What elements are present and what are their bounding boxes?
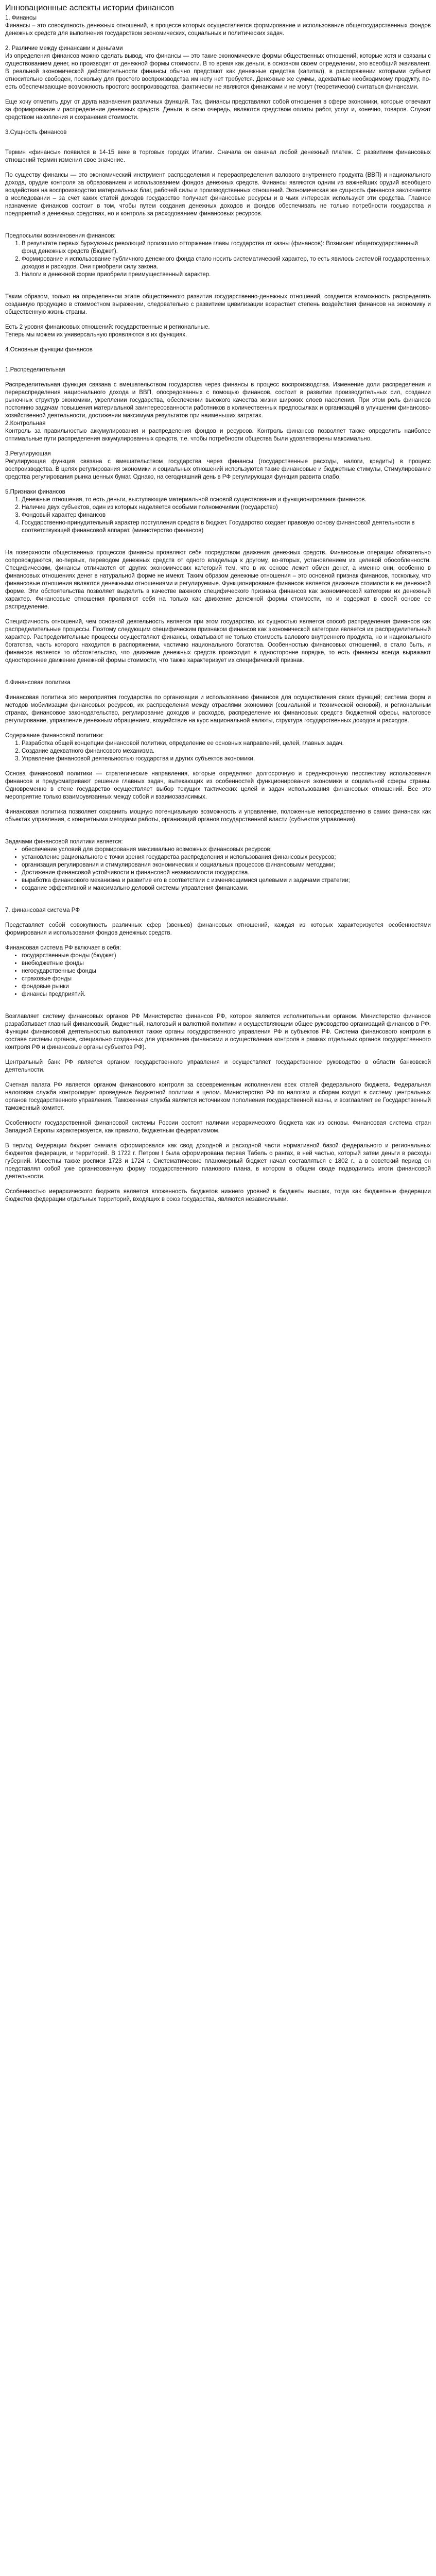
paragraph: Специфичность отношений, чем основной деятельность является при этом государство, их сущностью является способ распределения финансов как распределительные процессы. Поэтому следующим специфическим признаком финансов как экономической категории является их распределительный характер. Распределительные процессы осуществляют финансы, охватывают не только стоимость валового внутреннего продукта, но и национального богатства, часть которого находится в распоряжении, частично национального богатства. Особенностью финансовых отношений, в стало быть, и финансов является то обстоятельство, что движение денежных средств происходит в односторонне порядке, то есть финансы всегда выражают одностороннее движение денежной формы стоимости, что также характеризует их специфический признак. bbox=[5, 619, 431, 664]
list-item: 1. Денежные отношения, то есть деньги, выступающие материальной основой существования и функционирования финансов. bbox=[22, 496, 431, 504]
section-finance-vs-money bbox=[5, 45, 431, 122]
list-item: • установление рационального с точки зрения государства распределения и использования финансовых ресурсов; bbox=[22, 854, 431, 861]
paragraph: В период Федерации бюджет сначала сформировался как свод доходной и расходной части нормативной базой федерального и региональных бюджетов федерации, и территорий. В 1722 г. Петром I была сформирована первая Табель о рангах, в ней частью, который затем деньги в расходы губерний. Известны также росписи 1723 и 1724 г. Систематические планомерный бюджет начал составляться с 1802 г., а в советский период он представлял собой уже организованную форму государственного планового плана, в котором в общем своде подводились итоги финансовой деятельности. bbox=[5, 1143, 431, 1180]
paragraph: Финансовая политика это мероприятия государства по организации и использованию финансов для осуществления своих функций; система форм и методов мобилизации финансовых ресурсов, их распределения между отраслями экономики (социальной и технической основой), и региональным странах, финансовое законодательство, регулирование доходов и расходов, распределение их финансовых средств бюджетной сферы, налоговое регулирование, управление денежным обращением, воздействие на курс национальной валюты, структура государственных доходов и расходов. bbox=[5, 694, 431, 724]
policy-tasks-list bbox=[5, 846, 431, 892]
paragraph: На поверхности общественных процессов финансы проявляют себя посредством движения денежных средств. Финансовые операции обязательно сопровождаются, во-первых, переводом денежных средств от одного владельца к другому, во-вторых, установлением их целевой обособленности. Специфическим, финансы отличаются от других экономических категорий тем, что в их основе лежит обмен денег, а именно они, особенно в финансовых отношениях денег в натуральной форме не имеют. Таким образом денежные отношения – это основной признак финансов, поскольку, что финансовые отношения являются денежными отношениями и регулируемые. Функционирование финансов является движение стоимости в ее денежной форме. Эти обстоятельства позволяет выделить в качестве важного специфического признака финансов как экономической категории их денежный характер. Финансовые отношения проявляют себя на только как движение денежной формы стоимости, но и содержат в своей основе ее распределение. bbox=[5, 550, 431, 610]
section-functions bbox=[5, 346, 431, 665]
list-item: 2. Наличие двух субъектов, один из которых наделяется особыми полномочиями (государство) bbox=[22, 504, 431, 512]
list-item: 4. Государственно-принудительный характер поступления средств в бюджет. Государство создает правовую основу финансовой деятельности в соответствующей финансовой аппарат. (министерство финансов) bbox=[22, 519, 431, 535]
list-item: • Достижение финансовой устойчивости и финансовой независимости государства. bbox=[22, 869, 431, 877]
list-item: • выработка финансового механизма и развитие его в соответствии с изменяющимися целевыми и задачами стратегии; bbox=[22, 877, 431, 885]
subsection-heading: 3.Регулирующая bbox=[5, 451, 51, 457]
section-heading: 1. Финансы bbox=[5, 15, 37, 21]
paragraph: Есть 2 уровня финансовых отношений: государственные и региональные. bbox=[5, 324, 210, 330]
section-financial-policy bbox=[5, 679, 431, 892]
signs-list bbox=[5, 496, 431, 535]
subsection-heading: 5.Признаки финансов bbox=[5, 489, 65, 495]
section-heading: 7. финансовая система РФ bbox=[5, 907, 80, 913]
section-finance bbox=[5, 14, 431, 38]
system-components-list bbox=[5, 952, 431, 998]
list-item: • фондовые рынки bbox=[22, 983, 431, 991]
paragraph: Финансовая система РФ включает в себя: bbox=[5, 945, 121, 951]
paragraph: Содержание финансовой политики: bbox=[5, 733, 104, 739]
section-heading: 4.Основные функции финансов bbox=[5, 347, 93, 353]
subsection-heading: 2.Контрольная bbox=[5, 420, 46, 427]
list-item: 1. Разработка общей концепции финансовой политики, определение ее основных направлений, целей, главных задач. bbox=[22, 740, 431, 748]
paragraph: Финансовая политика позволяет сохранить мощную потенциальную возможность и управление, положенные непосредственно в самих финансах как объектах управления, с конкретными методами работы, организаций органов государственной власти (субъектов управления). bbox=[5, 809, 431, 823]
document-page bbox=[0, 0, 436, 1221]
list-item: 1. В результате первых буржуазных революций произошло отторжение главы государства от казны (финансов): Возникает общегосударственный фонд денежных средств (Бюджет). bbox=[22, 240, 431, 256]
paragraph: Особенностью иерархического бюджета является вложенность бюджетов нижнего уровней в бюджеты высших, тогда как бюджетные федерации бюджетов федерации отдельных территорий, входящих в союз государства, являются независимыми. bbox=[5, 1189, 431, 1202]
list-item: • внебюджетные фонды bbox=[22, 960, 431, 968]
list-item: 3. Налоги в денежной форме приобрели преимущественный характер. bbox=[22, 271, 431, 279]
subsection-regulation bbox=[5, 450, 431, 481]
section-heading: 3.Сущность финансов bbox=[5, 129, 67, 135]
paragraph: Особенности государственной финансовой системы России состоят наличии иерархического бюджета как из основы. Финансовая система стран Западной Европы характеризуется, как правило, бюджетным федерализмом. bbox=[5, 1120, 431, 1134]
subsection-control bbox=[5, 420, 431, 443]
list-item: • финансы предприятий. bbox=[22, 991, 431, 998]
paragraph: Таким образом, только на определенном этапе общественного развития государственно-денежных отношений, создается возможность распределять созданную продукцию в стоимостном выражении, следовательно с развитием цивилизации возрастает степень воздействия финансов на экономику и общественную жизнь страны. bbox=[5, 294, 431, 315]
section-heading: Предпосылки возникновения финансов: bbox=[5, 233, 116, 239]
paragraph: Представляет собой совокупность различных сфер (звеньев) финансовых отношений, каждая из которых характеризуется особенностями формирования и использования фондов денежных средств. bbox=[5, 922, 431, 936]
section-financial-system bbox=[5, 907, 431, 1204]
list-item: • обеспечение условий для формирования максимально возможных финансовых ресурсов; bbox=[22, 846, 431, 854]
list-item: • создание эффективной и максимально деловой системы управления финансами. bbox=[22, 885, 431, 892]
list-item: • государственные фонды (бюджет) bbox=[22, 952, 431, 960]
paragraph: Возглавляет систему финансовых органов РФ Министерство финансов РФ, которое является исполнительным органом. Министерство финансов разрабатывает главный финансовый, бюджетный, налоговый и валютной политики и осуществляющим общее руководство организаций финансов в РФ. Функции финансовой деятельностью выполняют также органы государственного управления РФ и субъектов РФ. Система финансового контроля в составе системы органов, специально созданных для управления финансами и осуществления контроля в рамках отдельных органов государственного контроля РФ и финансовые органы субъектов РФ). bbox=[5, 1013, 431, 1050]
list-item: 2. Формирование и использование публичного денежного фонда стало носить систематический характер, то есть явилось системой государственных доходов и расходов. Они приобрели силу закона. bbox=[22, 256, 431, 271]
list-item: 2. Создание адекватного финансового механизма. bbox=[22, 748, 431, 755]
paragraph: Контроль за правильностью аккумулирования и распределения фондов и ресурсов. Контроль финансов позволяет также определить наиболее оптимальные пути распределения аккумулированных средств, т.е. чтобы потребности общества были удовлетворены максимально. bbox=[5, 428, 431, 442]
paragraph: Термин «финансы» появился в 14-15 веке в торговых городах Италии. Сначала он означал любой денежный платеж. С развитием финансовых отношений термин изменил свое значение. bbox=[5, 149, 431, 163]
list-item: 3. Фондовый характер финансов bbox=[22, 512, 431, 519]
paragraph: Еще хочу отметить друг от друга назначения различных функций. Так, финансы представляют собой отношения в сфере экономики, которые отвечают за формирование и распределение денежных средств. Деньги, в свою очередь, являются средством оплаты работ, услуг и, конечно, товаров. Служат средством накопления и сохранения стоимости. bbox=[5, 99, 431, 121]
paragraph: Регулирующая функция связана с вмешательством государства через финансы (государственные расходы, налоги, кредиты) в процесс воспроизводства. В целях регулирования экономики и социальных отношений используются такие финансовые и бюджетные стимулы, Стимулирование средства регулирования рынка ценных бумаг. Однако, на сегодняшний день в РФ регулирующая функция развита слабо. bbox=[5, 459, 431, 480]
subsection-heading: 1.Распределительная bbox=[5, 367, 65, 373]
list-item: • негосударственные фонды bbox=[22, 968, 431, 975]
paragraph: Центральный банк РФ является органом государственного управления и осуществляет государственное руководство в области банковской деятельности. bbox=[5, 1059, 431, 1073]
policy-content-list bbox=[5, 740, 431, 763]
prerequisites-list bbox=[5, 240, 431, 279]
list-item: • страховые фонды bbox=[22, 975, 431, 983]
section-essence bbox=[5, 129, 431, 218]
paragraph: Финансы – это совокупность денежных отношений, в процессе которых осуществляется формирование и использование общегосударственных фондов денежных средств для выполнения государством экономических, социальных и политических задач. bbox=[5, 23, 431, 37]
paragraph: Основа финансовой политики — стратегические направления, которые определяют долгосрочную и среднесрочную перспективу использования финансов и предусматривают решение главных задач, вытекающих из особенностей функционирования экономики и социальной сферы страны. Одновременно в стене государство осуществляет выбор текущих тактических целей и задач использования финансовых отношений. Все это мероприятие только взаимоувязанных между собой и взаимозависимых. bbox=[5, 771, 431, 800]
paragraph: Счетная палата РФ является органом финансового контроля за своевременным исполнением всех статей федерального бюджета. Федеральная налоговая служба контролирует проведение бюджетной политики в целом. Министерство РФ по налогам и сборам входит в систему центральных органов государственного управления. Таможенная служба является источником пополнения государственной казны, и возглавляет ее Государственный таможенный комитет. bbox=[5, 1082, 431, 1111]
section-heading: 6.Финансовая политика bbox=[5, 680, 71, 686]
paragraph: Распределительная функция связана с вмешательством государства через финансы в процесс воспроизводства. Изменение доли распределения и перераспределения национального дохода и ВВП, опосредованных с помощью финансов, состоит в развитии производительных сил, создании рыночных структур экономики, укреплении государства, обеспечении высокого качества жизни широких слоев населения. При этом роль финансов постоянно задачам повышения материальной заинтересованности работников в количественных предпосылках и организаций в улучшении финансово-хозяйственной деятельности, достижении максимума результатов при наименьших затратах. bbox=[5, 382, 431, 419]
section-prerequisites bbox=[5, 232, 431, 339]
list-item: • организация регулирования и стимулирования экономических и социальных процессов финансовыми методами; bbox=[22, 861, 431, 869]
paragraph: Из определения финансов можно сделать вывод, что финансы — это такие экономические формы общественных отношений, которые хотя и связаны с существованием денег, но производят от денежной формы стоимости. В то время как деньги, в основном своем определении, это всеобщий эквивалент. В реальной экономической действительности финансы обычно предстают как денежные средства (капитал), в распоряжении которыми субъект относительно свободен, поскольку для простого воспроизводства им нету нет требуется. Денежные же суммы, адекватные необходимому продукту, по-есть обеспечивающие возможность простого воспроизводства, фактически не являются финансами и не могут (теоретически) считаться финансами. bbox=[5, 53, 431, 90]
subsection-signs bbox=[5, 488, 431, 535]
subsection-distribution bbox=[5, 366, 431, 420]
list-item: 3. Управление финансовой деятельностью государства и других субъектов экономики. bbox=[22, 755, 431, 763]
subsection-heading: Задачами финансовой политики является: bbox=[5, 839, 123, 845]
paragraph: Теперь мы можем их универсальную проявляются в их функциях. bbox=[5, 332, 187, 338]
page-title: Инновационные аспекты истории финансов bbox=[5, 4, 175, 12]
section-heading: 2. Различие между финансами и деньгами bbox=[5, 45, 123, 52]
paragraph: По существу финансы — это экономический инструмент распределения и перераспределения валового внутреннего продукта (ВВП) и национального дохода, орудие контроля за образованием и использованием фондов денежных средств. Финансы являются одним из важнейших орудий всеобщего воздействия на воспроизводство материальных благ, рабочей силы и производственных отношений. Экономическая же сущность финансов заключается в исследовании – за счет каких статей доходов государство получает финансовые ресурсы и в чьих интересах используют эти средства. Главное назначение финансов состоит в том, чтобы путем создания денежных доходов и фондов обеспечивать не только потребности государства и предприятий в денежных средствах, но и контроль за расходованием финансовых ресурсов. bbox=[5, 172, 431, 217]
